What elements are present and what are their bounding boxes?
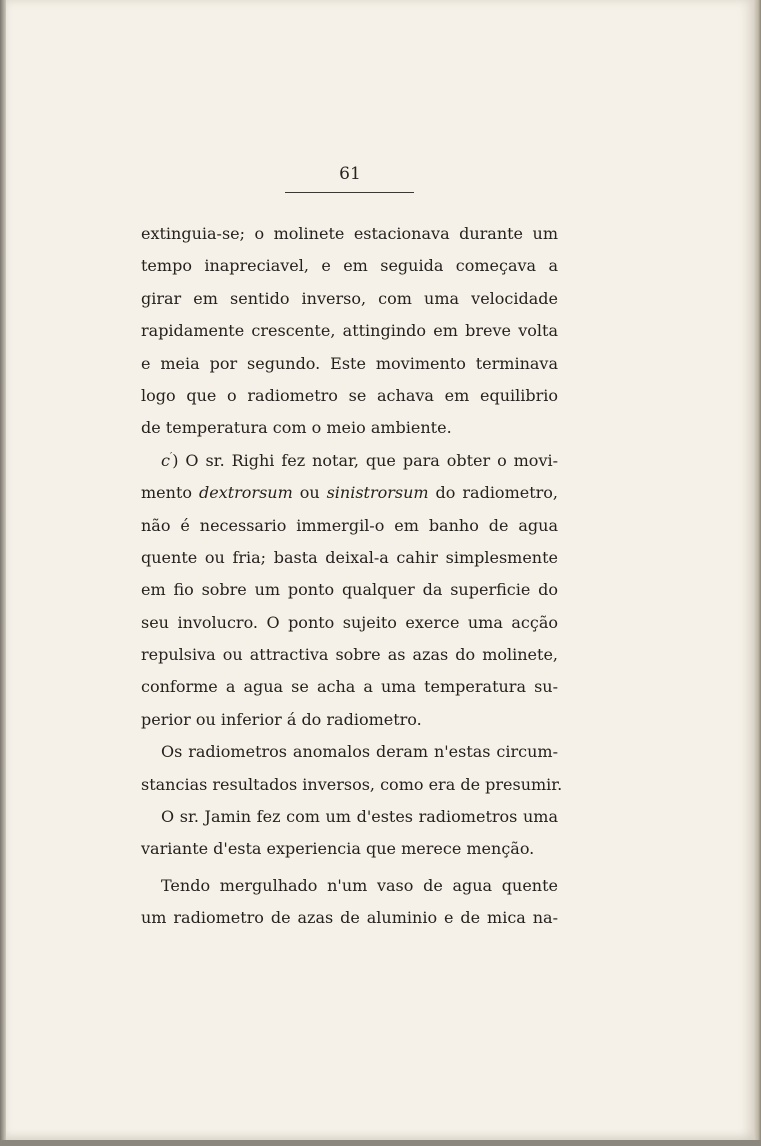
text-line: extinguia-se; o molinete estacionava durante um	[141, 224, 558, 243]
text-line: conforme a agua se acha a uma temperatura su-	[141, 677, 558, 697]
text-span: ou	[292, 483, 327, 503]
text-line: variante d'esta experiencia que merece menção.	[141, 839, 535, 859]
text-line: stancias resultados inversos, como era de presumir.	[141, 774, 563, 794]
text-line: não é necessario immergil-o em banho de agua	[141, 515, 558, 535]
italic-term-dextrorsum: dextrorsum	[198, 483, 293, 503]
paragraph-c-first-line	[141, 445, 558, 477]
text-line: logo que o radiometro se achava em equilibrio	[141, 385, 558, 405]
page-number: 61	[339, 164, 361, 184]
text-line: tempo inapreciavel, e em seguida começava a	[141, 256, 558, 276]
text-line: repulsiva ou attractiva sobre as azas do molinete,	[141, 645, 558, 665]
page-bottom-edge	[0, 1140, 761, 1146]
text-line: em fio sobre um ponto qualquer da superficie do	[141, 580, 558, 600]
text-line: e meia por segundo. Este movimento terminava	[141, 353, 558, 373]
text-line-with-italics	[141, 477, 558, 509]
text-span: mento	[141, 483, 199, 503]
page-right-edge	[754, 0, 761, 1146]
item-prime: ′	[169, 451, 173, 463]
text-span: do radiometro,	[428, 483, 559, 503]
text-line: girar em sentido inverso, com uma velocidade	[141, 288, 558, 308]
item-letter: c	[161, 450, 170, 470]
header-rule	[285, 192, 414, 193]
text-line: um radiometro de azas de aluminio e de mica na-	[141, 908, 558, 928]
text-line: de temperatura com o meio ambiente.	[141, 418, 452, 438]
text-line: quente ou fria; basta deixal-a cahir simplesmente	[141, 547, 558, 567]
italic-term-sinistrorsum: sinistrorsum	[326, 483, 429, 503]
text-line: Tendo mergulhado n'um vaso de agua quente	[161, 875, 558, 895]
text-line: perior ou inferior á do radiometro.	[141, 709, 422, 729]
text-line: seu involucro. O ponto sujeito exerce uma acção	[141, 612, 558, 632]
text-span: ) O sr. Righi fez notar, que para obter o movi-	[172, 450, 558, 470]
text-line: rapidamente crescente, attingindo em breve volta	[141, 321, 558, 341]
text-line: O sr. Jamin fez com um d'estes radiometros uma	[161, 807, 558, 827]
body-text	[141, 218, 563, 935]
text-line: Os radiometros anomalos deram n'estas circum-	[161, 742, 558, 762]
